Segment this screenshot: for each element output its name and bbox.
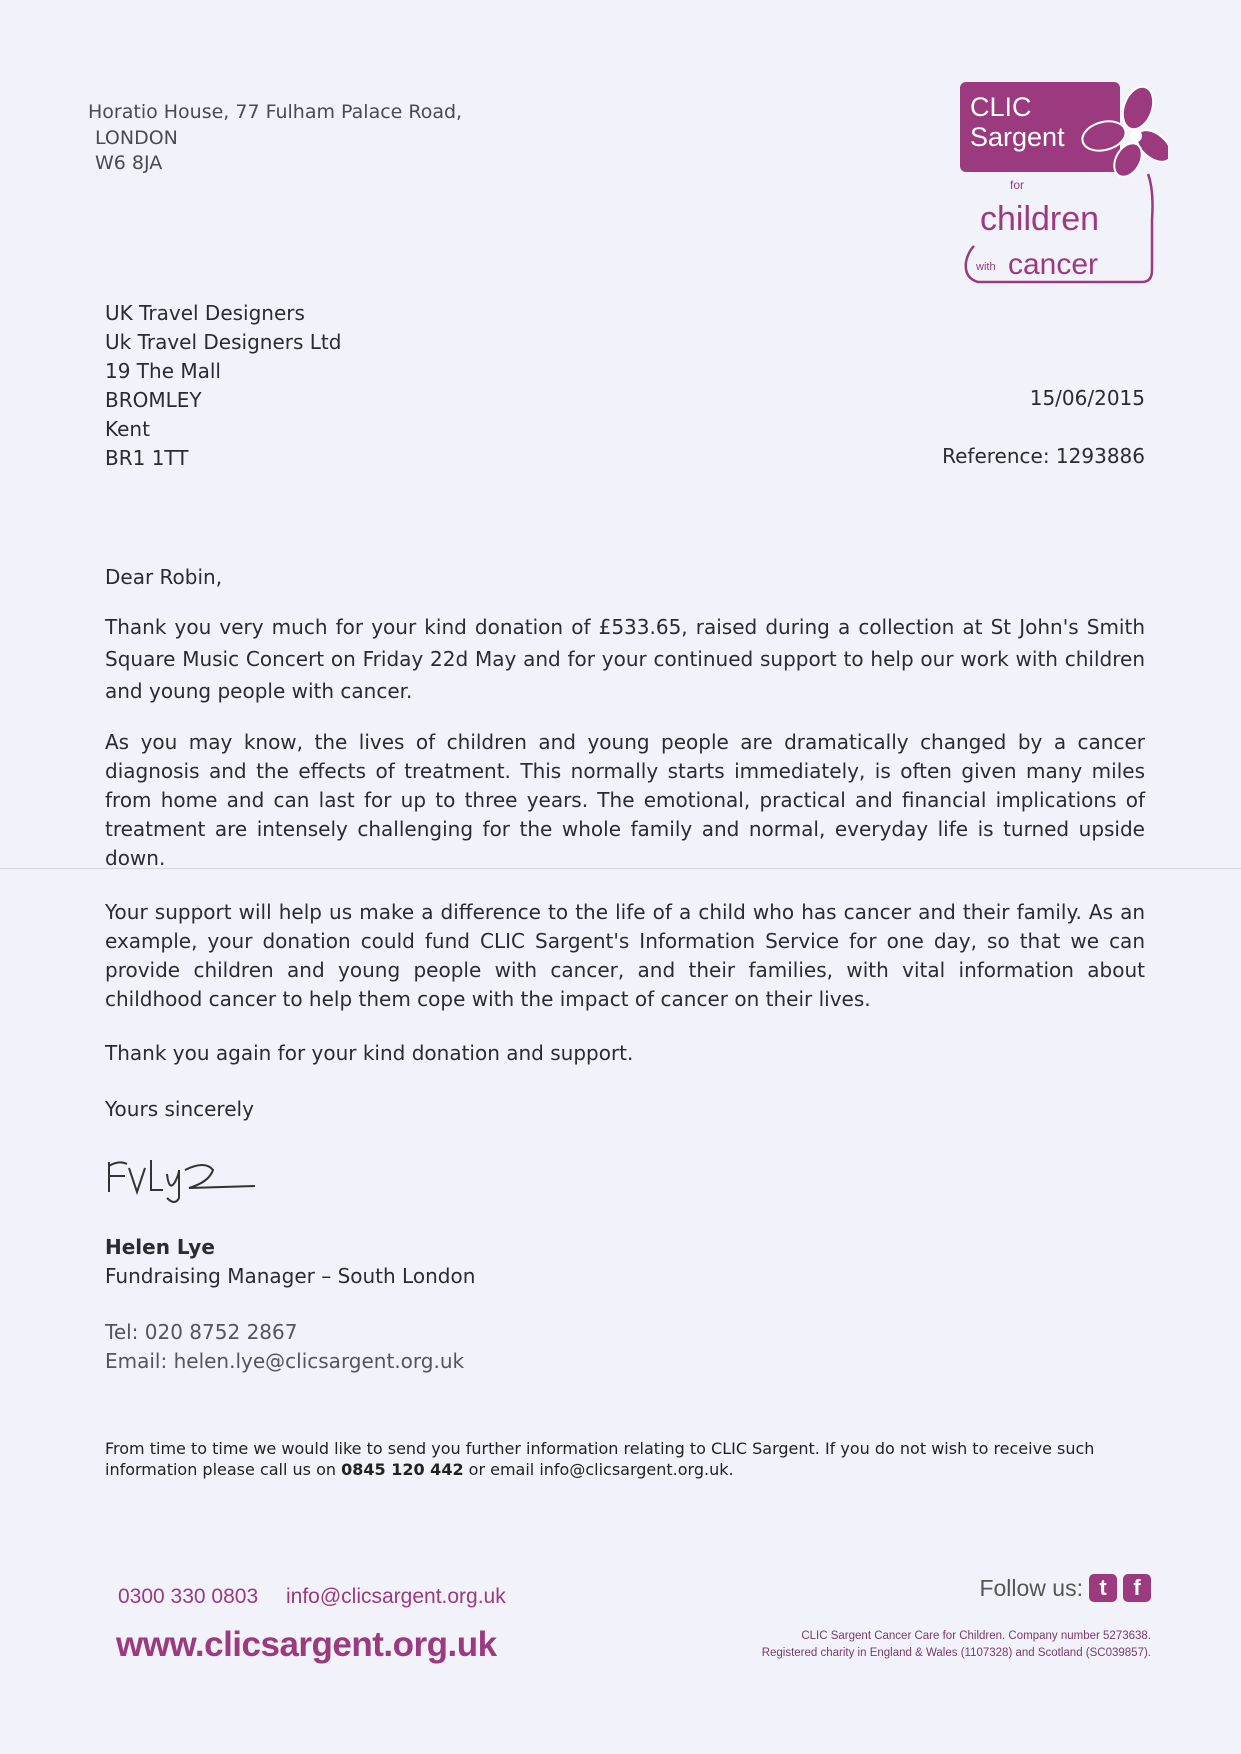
sender-address-line: W6 8JA — [95, 152, 163, 174]
svg-text:Sargent: Sargent — [970, 122, 1065, 152]
notice-text: From time to time we would like to send you further information relating to CLIC Sargent. If you do not wish to receive such information please call us on — [105, 1439, 1095, 1479]
recipient-line: BROMLEY — [105, 388, 202, 412]
legal-line: CLIC Sargent Cancer Care for Children. Company number 5273638. — [801, 1630, 1151, 1642]
recipient-line: BR1 1TT — [105, 446, 189, 470]
recipient-line: Uk Travel Designers Ltd — [105, 330, 342, 354]
svg-text:children: children — [980, 200, 1100, 238]
recipient-line: Kent — [105, 417, 150, 441]
svg-text:cancer: cancer — [1008, 248, 1099, 281]
legal-line: Registered charity in England & Wales (1107328) and Scotland (SC039857). — [761, 1647, 1151, 1659]
footer-contacts — [118, 1585, 528, 1609]
signatory-title: Fundraising Manager – South London — [105, 1264, 476, 1288]
footer-website[interactable]: www.clicsargent.org.uk — [116, 1625, 497, 1664]
legal-text — [762, 1628, 1151, 1662]
twitter-icon[interactable]: t — [1089, 1574, 1117, 1602]
recipient-line: 19 The Mall — [105, 359, 221, 383]
notice-phone: 0845 120 442 — [341, 1460, 464, 1479]
thanks-line: Thank you again for your kind donation and support. — [105, 1041, 634, 1065]
clic-sargent-logo — [958, 80, 1168, 285]
salutation: Dear Robin, — [105, 565, 223, 589]
letter-date: 15/06/2015 — [1029, 386, 1145, 410]
paragraph: Thank you very much for your kind donation of £533.65, raised during a collection at St John's Smith Square Music Concert on Friday 22d May and for your continued support to help our work with children and young people with cancer. — [105, 615, 1145, 703]
follow-label: Follow us: — [979, 1574, 1083, 1601]
recipient-address — [105, 299, 341, 473]
signature — [105, 1152, 265, 1204]
sender-address-line: LONDON — [95, 126, 178, 149]
marketing-notice — [105, 1438, 1175, 1480]
svg-text:CLIC: CLIC — [970, 92, 1032, 122]
sender-address-line: Horatio House, 77 Fulham Palace Road, — [88, 101, 463, 123]
reference-number: Reference: 1293886 — [942, 444, 1145, 468]
svg-text:with: with — [976, 261, 996, 273]
footer-email[interactable]: info@clicsargent.org.uk — [285, 1585, 506, 1608]
notice-email-text: or email info@clicsargent.org.uk. — [463, 1460, 734, 1479]
follow-us — [979, 1574, 1151, 1602]
footer-phone: 0300 330 0803 — [118, 1585, 259, 1608]
facebook-icon[interactable]: f — [1123, 1574, 1151, 1602]
signatory-name: Helen Lye — [105, 1235, 215, 1259]
signatory-contact — [105, 1318, 1145, 1376]
signatory-tel: Tel: 020 8752 2867 — [105, 1320, 298, 1344]
svg-text:for: for — [1010, 178, 1025, 192]
recipient-line: UK Travel Designers — [105, 301, 305, 325]
sender-address — [88, 100, 462, 177]
paragraph: Your support will help us make a difference to the life of a child who has cancer and their family. As an example, your donation could fund CLIC Sargent's Information Service for one day, so that we can provide children and young people with cancer, and their families, with vital information about childhood cancer to help them cope with the impact of cancer on their lives. — [105, 900, 1145, 1011]
paragraph: As you may know, the lives of children and young people are dramatically changed by a cancer diagnosis and the effects of treatment. This normally starts immediately, is often given many miles from home and can last for up to three years. The emotional, practical and financial implications of treatment are intensely challenging for the whole family and normal, everyday life is turned upside down. — [105, 730, 1145, 870]
signatory-email[interactable]: Email: helen.lye@clicsargent.org.uk — [105, 1349, 465, 1373]
closing: Yours sincerely — [105, 1097, 254, 1121]
letter-body — [105, 563, 1145, 1480]
